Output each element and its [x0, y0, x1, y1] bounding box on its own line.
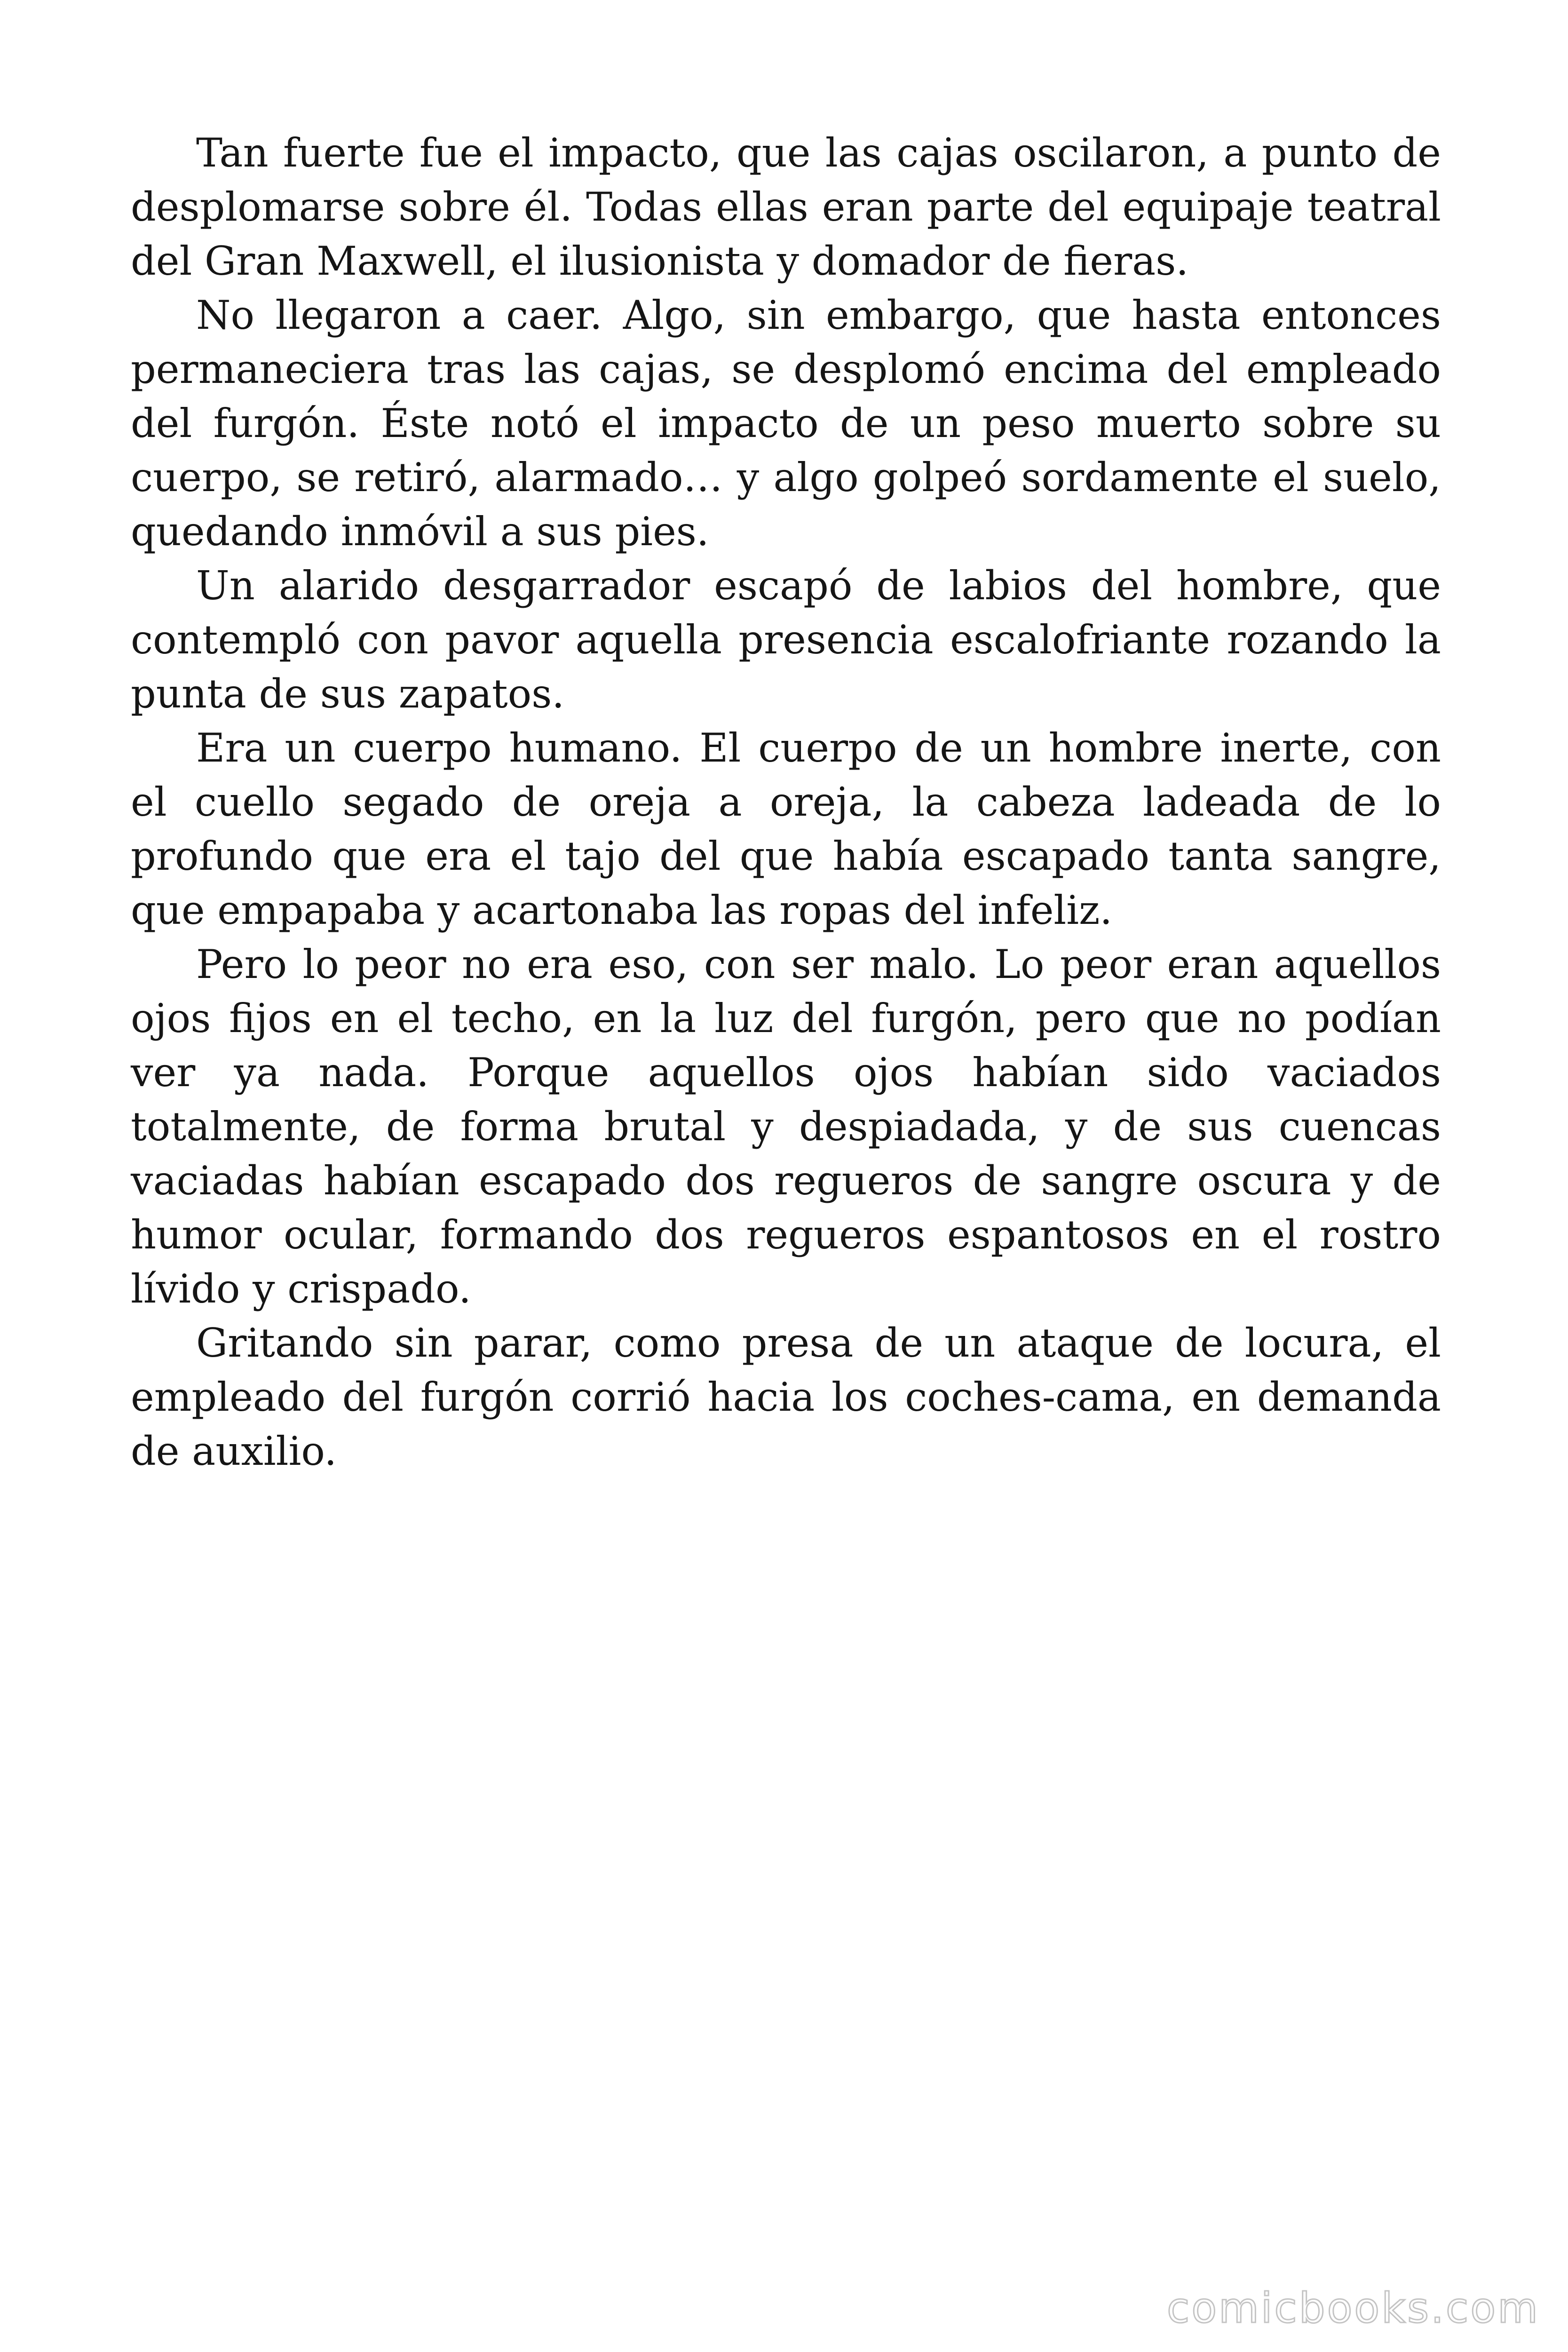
watermark: comicbooks.com	[1166, 2284, 1540, 2332]
page-body	[131, 126, 1441, 1478]
paragraph: Era un cuerpo humano. El cuerpo de un hombre inerte, con el cuello segado de oreja a oreja, la cabeza ladeada de lo profundo que era el tajo del que había escapado tanta sangre, que empapaba y acartonaba las ropas del infeliz.	[131, 725, 1441, 933]
paragraph: Tan fuerte fue el impacto, que las cajas oscilaron, a punto de desplomarse sobre él. Todas ellas eran parte del equipaje teatral del Gran Maxwell, el ilusionista y domador de fieras.	[131, 130, 1441, 284]
paragraph: No llegaron a caer. Algo, sin embargo, que hasta entonces permaneciera tras las cajas, se desplomó encima del empleado del furgón. Éste notó el impacto de un peso muerto sobre su cuerpo, se retiró, alarmado… y algo golpeó sordamente el suelo, quedando inmóvil a sus pies.	[131, 292, 1441, 555]
paragraph: Un alarido desgarrador escapó de labios del hombre, que contempló con pavor aquella presencia escalofriante rozando la punta de sus zapatos.	[131, 563, 1441, 717]
paragraph: Pero lo peor no era eso, con ser malo. Lo peor eran aquellos ojos fijos en el techo, en la luz del furgón, pero que no podían ver ya nada. Porque aquellos ojos habían sido vaciados totalmente, de forma brutal y despiadada, y de sus cuencas vaciadas habían escapado dos regueros de sangre oscura y de humor ocular, formando dos regueros espantosos en el rostro lívido y crispado.	[131, 941, 1441, 1312]
paragraph: Gritando sin parar, como presa de un ataque de locura, el empleado del furgón corrió hacia los coches-cama, en demanda de auxilio.	[131, 1320, 1441, 1474]
